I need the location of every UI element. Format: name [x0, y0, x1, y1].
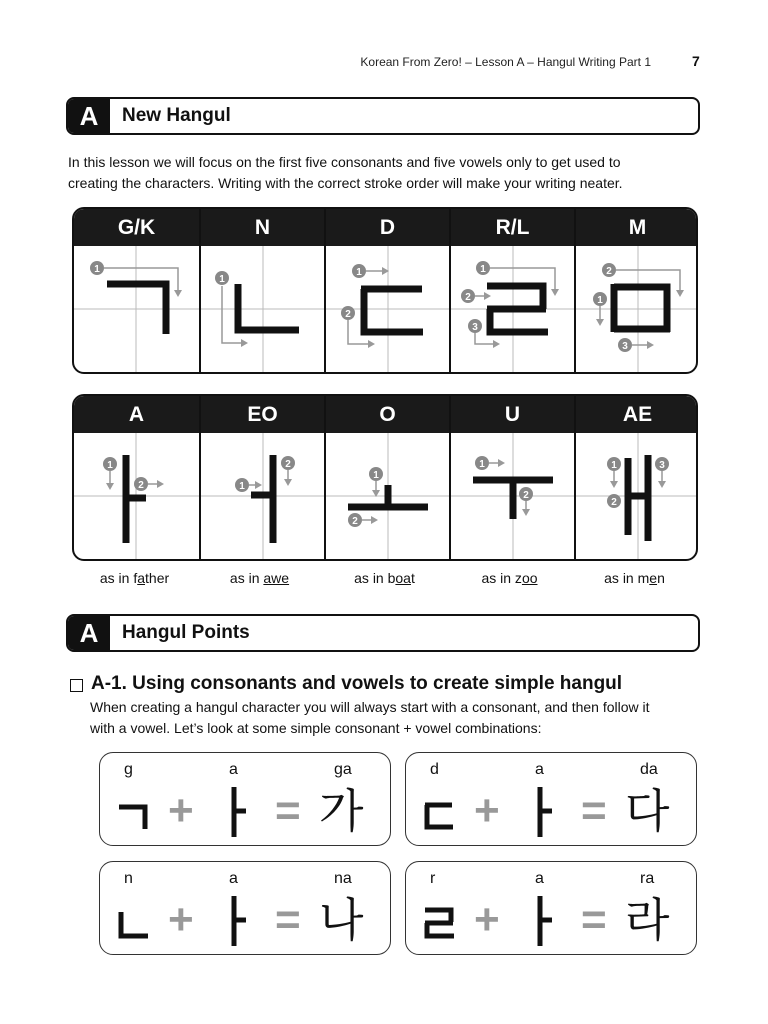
equals-sign: =	[581, 786, 607, 835]
vowel-ae-stroke-diagram	[576, 433, 698, 561]
vowel-sound-example: as in men	[604, 570, 665, 586]
vowel-table	[72, 394, 698, 561]
combination-box	[405, 752, 697, 846]
equals-sign: =	[275, 786, 301, 835]
result-syllable: 다	[625, 785, 670, 837]
running-header	[0, 53, 768, 73]
checkbox-icon	[70, 679, 83, 692]
combination-box	[99, 861, 391, 955]
svg-text:1: 1	[480, 264, 486, 275]
consonant-rl-stroke-diagram	[451, 246, 576, 374]
section-title: New Hangul	[122, 105, 231, 126]
consonant-column	[574, 209, 698, 372]
svg-text:1: 1	[219, 274, 225, 285]
svg-text:3: 3	[472, 322, 478, 333]
vowel-cell	[326, 433, 449, 561]
plus-sign: +	[168, 895, 194, 944]
consonant-cell	[74, 246, 199, 374]
consonant-label: G/K	[117, 215, 156, 239]
consonant-column	[324, 209, 449, 372]
consonant-glyph	[422, 785, 458, 835]
vowel-o-stroke-diagram	[326, 433, 451, 561]
consonant-roman: n	[124, 870, 133, 887]
svg-text:1: 1	[373, 470, 379, 481]
vowel-column	[199, 396, 324, 559]
vowel-glyph	[218, 785, 254, 841]
vowel-u-stroke-diagram	[451, 433, 576, 561]
plus-sign: +	[474, 786, 500, 835]
svg-text:2: 2	[138, 480, 144, 491]
combination-box	[99, 752, 391, 846]
intro-line: In this lesson we will focus on the first five consonants and five vowels only to get used to	[68, 154, 621, 170]
combination-box	[405, 861, 697, 955]
consonant-glyph	[116, 894, 152, 944]
svg-text:3: 3	[622, 341, 628, 352]
svg-text:2: 2	[606, 266, 612, 277]
intro-paragraph	[68, 152, 623, 194]
consonant-roman: g	[124, 761, 133, 778]
svg-text:2: 2	[465, 292, 471, 303]
vowel-cell	[576, 433, 698, 561]
svg-text:2: 2	[285, 459, 291, 470]
vowel-glyph	[524, 894, 560, 950]
equals-sign: =	[275, 895, 301, 944]
vowel-column	[574, 396, 698, 559]
consonant-n-stroke-diagram	[201, 246, 326, 374]
point-paragraph	[90, 697, 650, 739]
svg-text:2: 2	[523, 490, 529, 501]
vowel-cell	[451, 433, 574, 561]
vowel-glyph	[218, 894, 254, 950]
plus-sign: +	[474, 895, 500, 944]
consonant-glyph	[422, 894, 458, 944]
result-roman: ra	[640, 870, 655, 887]
consonant-roman: d	[430, 761, 439, 778]
vowel-column	[449, 396, 574, 559]
vowel-label: AE	[622, 402, 653, 426]
vowel-label: EO	[247, 402, 278, 426]
vowel-roman: a	[535, 870, 544, 887]
svg-text:2: 2	[352, 516, 358, 527]
vowel-a-stroke-diagram	[74, 433, 199, 561]
page-number: 7	[692, 53, 700, 69]
vowel-roman: a	[535, 761, 544, 778]
section-title: Hangul Points	[122, 622, 250, 643]
consonant-cell	[201, 246, 324, 374]
section-header-hangul-points	[66, 614, 700, 652]
svg-text:1: 1	[239, 481, 245, 492]
vowel-cell	[201, 433, 324, 561]
svg-text:1: 1	[597, 295, 603, 306]
svg-text:1: 1	[107, 460, 113, 471]
result-syllable: 라	[625, 894, 670, 946]
vowel-glyph	[524, 785, 560, 841]
result-roman: ga	[334, 761, 352, 778]
svg-text:1: 1	[356, 267, 362, 278]
vowel-column	[74, 396, 199, 559]
point-line: When creating a hangul character you will always start with a consonant, and then follow it	[90, 699, 650, 715]
consonant-d-stroke-diagram	[326, 246, 451, 374]
vowel-label: O	[379, 402, 396, 426]
consonant-column	[74, 209, 199, 372]
result-roman: da	[640, 761, 658, 778]
vowel-sound-example: as in boat	[354, 570, 415, 586]
consonant-cell	[326, 246, 449, 374]
consonant-roman: r	[430, 870, 436, 887]
vowel-eo-stroke-diagram	[201, 433, 326, 561]
consonant-label: N	[254, 215, 271, 239]
vowel-label: U	[504, 402, 521, 426]
vowel-cell	[74, 433, 199, 561]
vowel-sound-example: as in zoo	[481, 570, 538, 586]
consonant-g-stroke-diagram	[74, 246, 199, 374]
equals-sign: =	[581, 895, 607, 944]
svg-text:1: 1	[479, 459, 485, 470]
result-syllable: 나	[319, 894, 364, 946]
vowel-label: A	[128, 402, 145, 426]
result-roman: na	[334, 870, 352, 887]
svg-text:1: 1	[94, 264, 100, 275]
running-header-title: Korean From Zero! – Lesson A – Hangul Writing Part 1	[360, 55, 651, 69]
consonant-column	[449, 209, 574, 372]
vowel-roman: a	[229, 761, 238, 778]
svg-text:2: 2	[611, 497, 617, 508]
point-line: with a vowel. Let’s look at some simple consonant + vowel combinations:	[90, 720, 542, 736]
consonant-cell	[576, 246, 698, 374]
consonant-label: R/L	[495, 215, 530, 239]
consonant-label: M	[628, 215, 647, 239]
vowel-column	[324, 396, 449, 559]
svg-text:3: 3	[659, 460, 665, 471]
vowel-roman: a	[229, 870, 238, 887]
consonant-cell	[451, 246, 574, 374]
result-syllable: 가	[319, 785, 364, 837]
vowel-sound-example: as in father	[99, 570, 170, 586]
consonant-m-stroke-diagram	[576, 246, 698, 374]
point-title: A-1. Using consonants and vowels to create simple hangul	[91, 673, 623, 694]
consonant-glyph	[116, 785, 152, 835]
vowel-sound-example: as in awe	[229, 570, 290, 586]
section-tag: A	[68, 616, 110, 650]
consonant-label: D	[379, 215, 396, 239]
point-heading	[70, 673, 622, 695]
section-tag: A	[68, 99, 110, 133]
svg-text:1: 1	[611, 460, 617, 471]
consonant-table	[72, 207, 698, 374]
svg-text:2: 2	[345, 309, 351, 320]
section-header-new-hangul	[66, 97, 700, 135]
plus-sign: +	[168, 786, 194, 835]
intro-line: creating the characters. Writing with the correct stroke order will make your writing neater.	[68, 175, 623, 191]
consonant-column	[199, 209, 324, 372]
